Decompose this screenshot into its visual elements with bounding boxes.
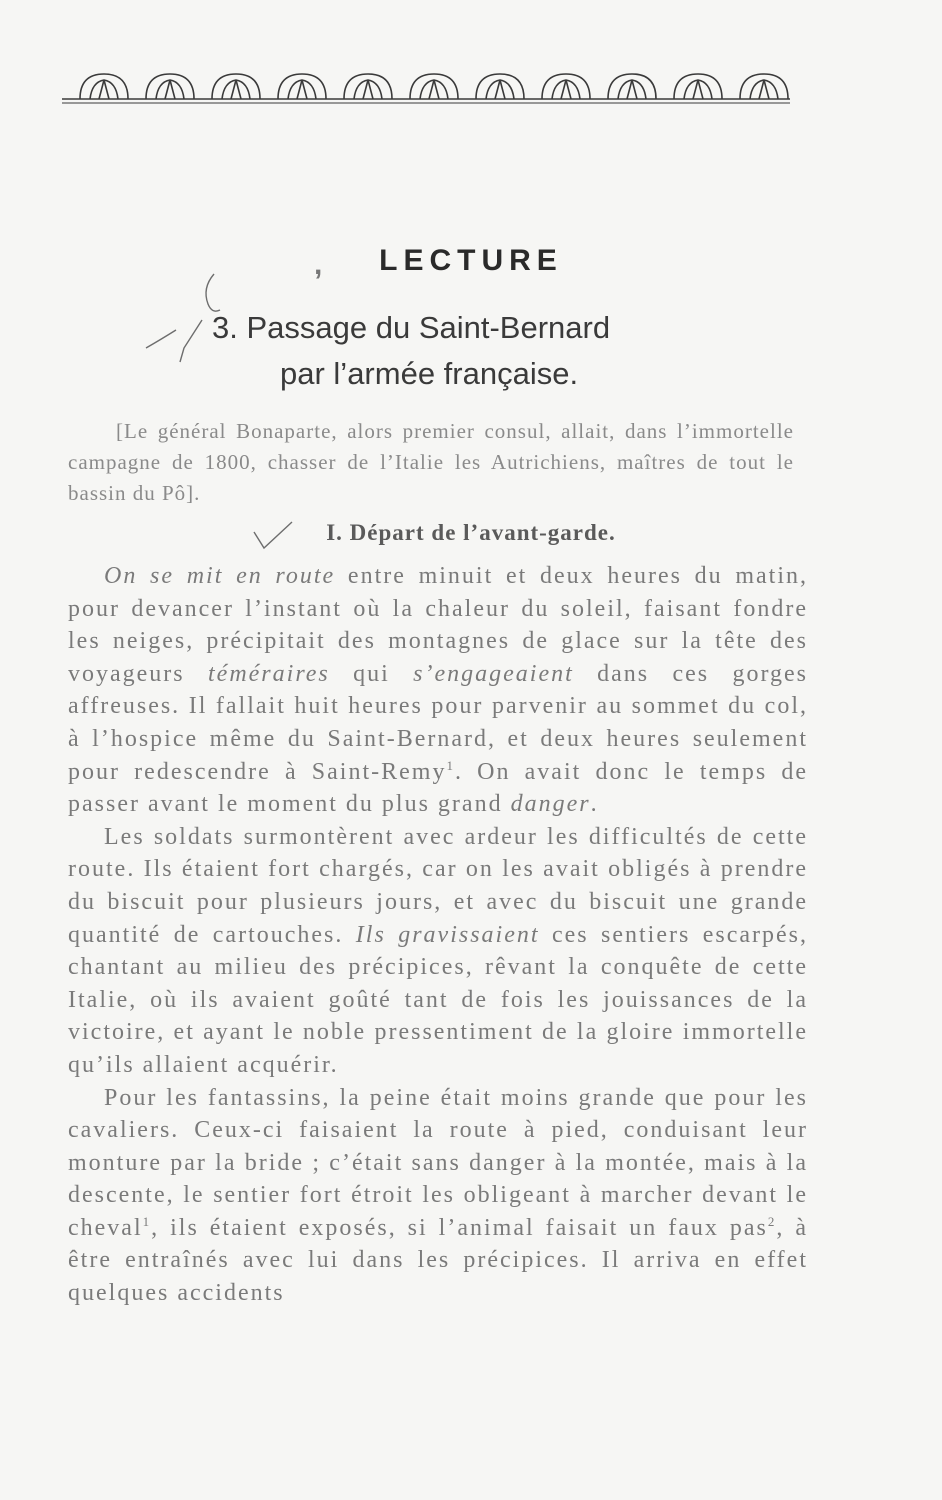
footnote-ref: 2: [767, 1213, 777, 1229]
footnote-ref: 1: [446, 757, 455, 773]
body-text: [68, 560, 808, 1310]
title-line-1: 3. Passage du Saint-Bernard: [212, 310, 611, 345]
footnote-ref: 1: [142, 1213, 152, 1229]
scalloped-arch-border-icon: [62, 68, 790, 108]
paragraph: Pour les fantassins, la peine était moins grande que pour les cavaliers. Ceux-ci faisaient la route à pied, conduisant leur monture par la bride ; c’était sans danger à la montée, mais à la descente, le sentier fort étroit les obligeant à marcher devant le cheval$^1$, ils étaient exposés, si l’animal faisait un faux pas$^2$, à être entraînés avec lui dans les précipices. Il arriva en effet quelques accidents: [68, 1084, 808, 1307]
stray-comma: ,: [314, 248, 323, 281]
intro-text: [Le général Bonaparte, alors premier consul, allait, dans l’immortelle campagne de 1800, chasser de l’Italie les Autrichiens, maîtres de tout le bassin du Pô].: [68, 419, 794, 505]
section-heading: I. Départ de l’avant-garde.: [326, 520, 616, 545]
intro-paragraph: [68, 416, 794, 509]
paragraph: On se mit en route entre minuit et deux heures du matin, pour devancer l’instant où la chaleur du soleil, faisant fondre les neiges, précipitait des montagnes de glace sur la tête des voyageurs téméraires qui s’engageaient dans ces gorges affreuses. Il fallait huit heures pour parvenir au sommet du col, à l’hospice même du Saint-Bernard, et deux heures seulement pour redescendre à Saint-Remy$^1$. On avait donc le temps de passer avant le moment du plus grand danger.: [68, 563, 809, 818]
title-line-2: par l’armée française.: [280, 356, 579, 391]
lecture-heading: LECTURE: [379, 244, 563, 277]
paragraph: Les soldats surmontèrent avec ardeur les difficultés de cette route. Ils étaient fort chargés, car on les avait obligés à prendre du biscuit pour plusieurs jours, et avec du biscuit une grande quantité de cartouches. Ils gravissaient ces sentiers escarpés, chantant au milieu des précipices, rêvant la conquête de cette Italie, où ils avaient goûté tant de fois les jouissances de la victoire, et ayant le noble pressentiment de la gloire immortelle qu’ils allaient acquérir.: [68, 823, 808, 1078]
